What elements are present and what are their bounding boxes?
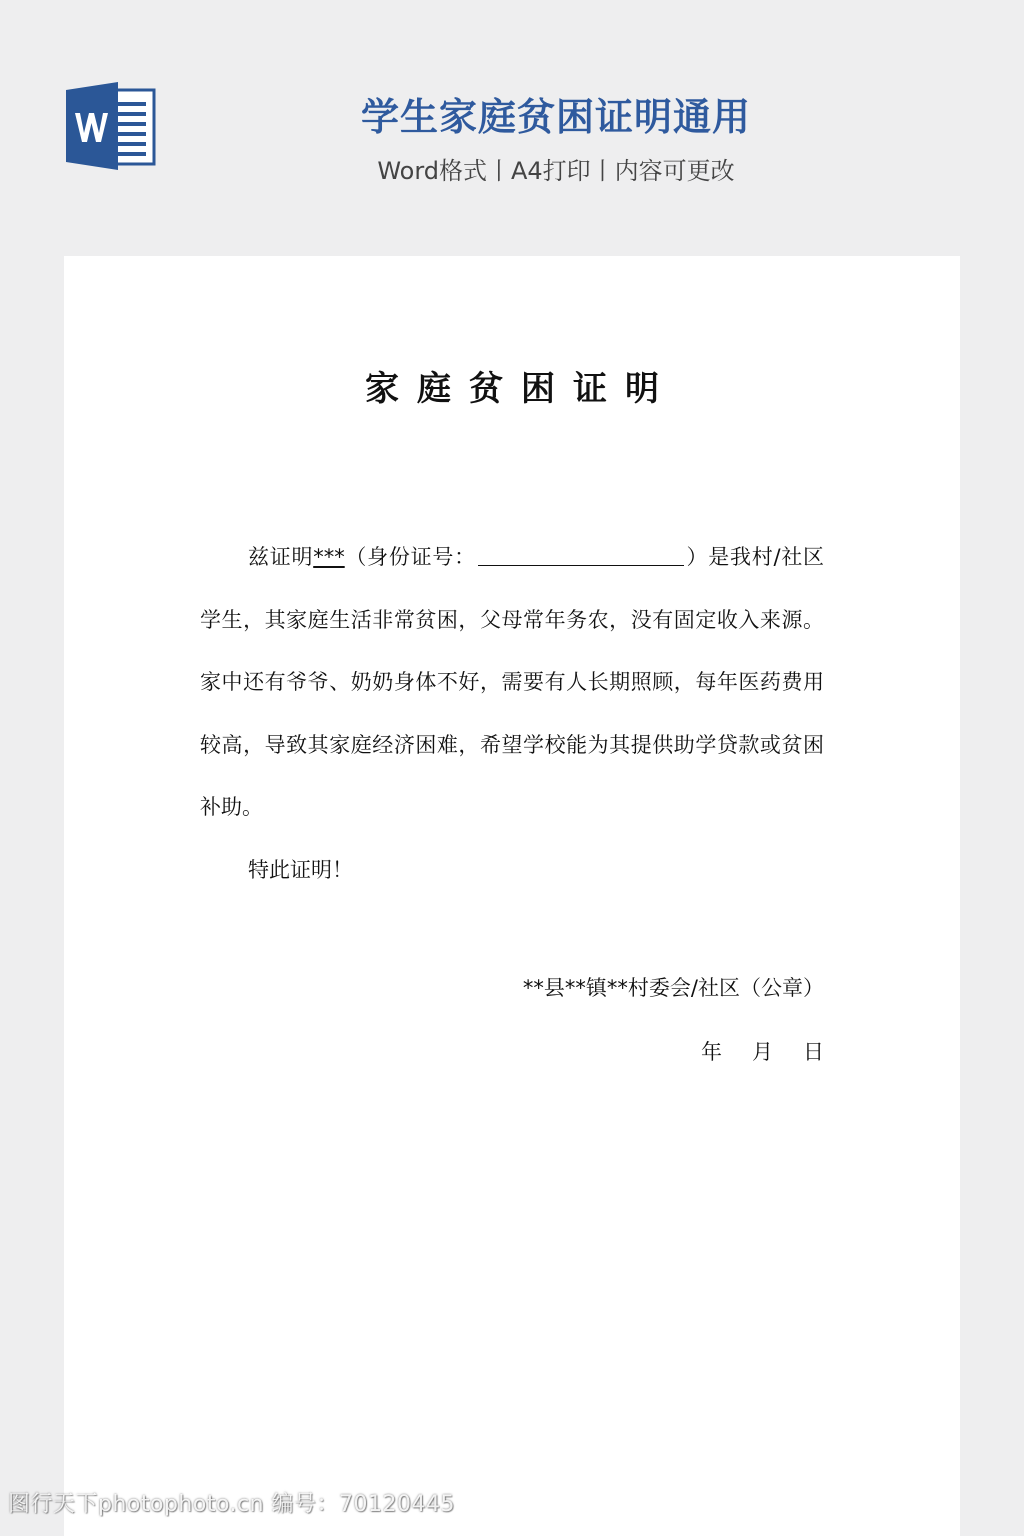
- date-year: 年: [701, 1040, 722, 1064]
- paragraph-rest: ）是我村/社区学生，其家庭生活非常贫困，父母常年务农，没有固定收入来源。家中还有爷爷、奶奶身体不好，需要有人长期照顾，每年医药费用较高，导致其家庭经济困难，希望学校能为其提供助学贷款或贫困补助。: [200, 545, 825, 819]
- header: [0, 0, 1024, 250]
- id-number-label: （身份证号：: [344, 545, 476, 569]
- paragraph-lead: 兹证明: [248, 545, 314, 569]
- date-line: [701, 1030, 824, 1074]
- paragraph-certification: [200, 526, 824, 839]
- document-page: [64, 256, 960, 1536]
- document-body: [200, 526, 824, 901]
- date-day: 日: [803, 1040, 824, 1064]
- id-number-blank: [478, 544, 684, 566]
- page-title: 学生家庭贫困证明通用: [360, 95, 751, 139]
- paragraph-closing: 特此证明！: [248, 857, 353, 882]
- watermark-text: 图行天下photophoto.cn 编号：70120445: [8, 1492, 456, 1517]
- document-title: 家庭贫困证明: [365, 369, 677, 409]
- date-month: 月: [752, 1040, 773, 1064]
- word-icon: [64, 82, 156, 170]
- page-subtitle: Word格式丨A4打印丨内容可更改: [377, 157, 735, 185]
- signature-organization: **县**镇**村委会/社区（公章）: [522, 976, 824, 1000]
- student-name-placeholder: ***: [313, 545, 345, 569]
